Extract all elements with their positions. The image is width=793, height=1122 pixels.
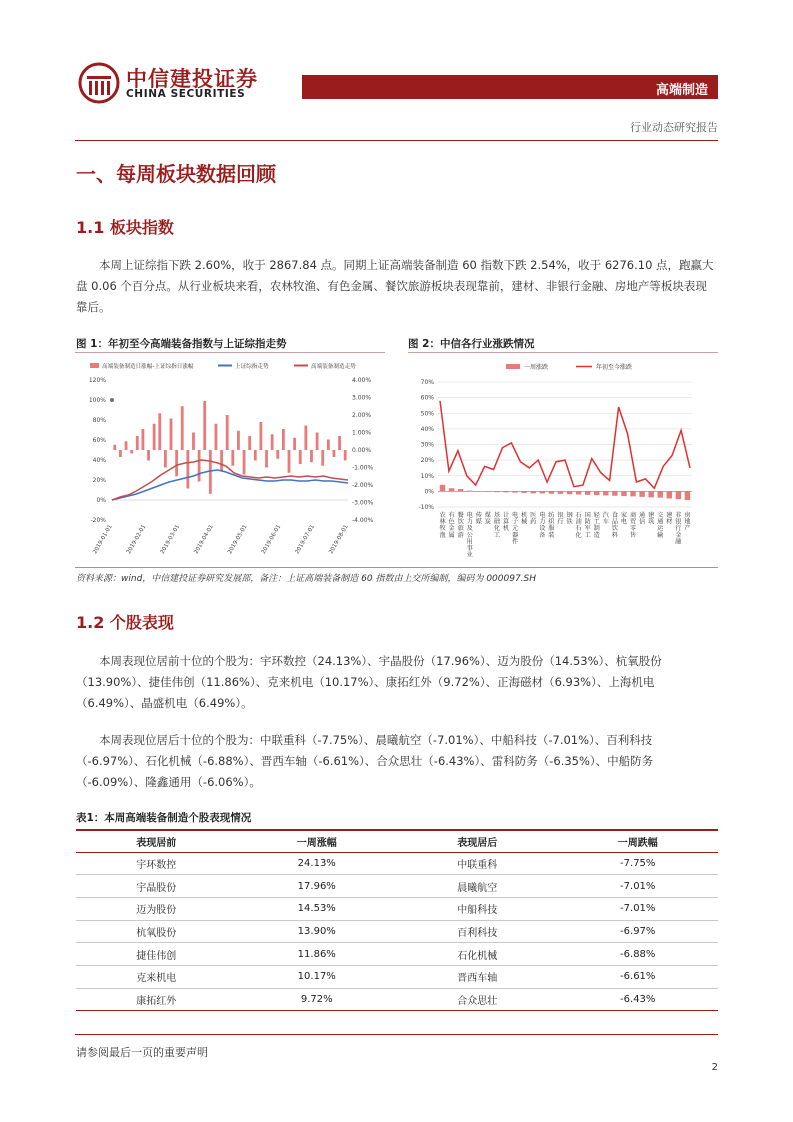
legend-label: 高端装备制造日涨幅-上证综指日涨幅 xyxy=(102,364,194,370)
diff-bar xyxy=(304,426,307,451)
page-number: 2 xyxy=(711,1062,718,1073)
legend-label: 年初至今涨跌 xyxy=(596,364,633,371)
x-tick-label: 2019-08-01 xyxy=(328,524,350,556)
weekly-bar xyxy=(658,491,663,497)
table-cell: 宇晶股份 xyxy=(76,875,237,898)
table-cell: 中船科技 xyxy=(397,897,558,920)
diff-bar xyxy=(254,450,257,461)
category-label: 非银行金融 xyxy=(675,512,682,546)
table-cell: 迈为股份 xyxy=(76,897,237,920)
sector-banner: 高端制造 xyxy=(302,75,718,99)
diff-bar xyxy=(276,450,279,459)
subsection-title-index: 1.1 板块指数 xyxy=(76,218,174,237)
diff-bar xyxy=(147,450,150,461)
table-cell: 11.86% xyxy=(237,943,398,966)
diff-bar xyxy=(260,422,263,450)
table-row xyxy=(76,943,718,966)
diff-bar xyxy=(282,429,285,450)
weekly-bar xyxy=(639,491,644,496)
figure1-caption-rule xyxy=(75,352,385,353)
diff-bar xyxy=(113,445,116,450)
legend-swatch xyxy=(506,364,520,369)
table-cell: 杭氧股份 xyxy=(76,920,237,943)
y-right-tick-label: 2.00% xyxy=(352,412,372,419)
diff-bar xyxy=(153,424,156,450)
x-tick-label: 2019-02-01 xyxy=(125,524,148,556)
category-label: 机械 xyxy=(521,512,528,526)
weekly-bar xyxy=(676,491,681,499)
diff-bar xyxy=(226,415,229,450)
weekly-bar xyxy=(521,491,526,493)
y-left-tick-label: 40% xyxy=(92,457,106,464)
y-tick-label: 40% xyxy=(420,425,434,433)
diff-bar xyxy=(265,450,268,468)
weekly-bar xyxy=(603,491,608,495)
table-cell: 捷佳伟创 xyxy=(76,943,237,966)
table-cell: -6.43% xyxy=(558,988,719,1011)
x-tick-label: 2019-01-01 xyxy=(92,524,114,556)
table-cell: 24.13% xyxy=(237,852,398,875)
diff-bar xyxy=(338,436,341,450)
weekly-bar xyxy=(440,485,445,492)
y-tick-label: 70% xyxy=(420,379,434,386)
diff-bar xyxy=(125,441,128,450)
diff-bar xyxy=(271,434,274,450)
category-label: 餐饮旅游 xyxy=(457,512,464,539)
diff-bar xyxy=(237,431,240,450)
table-cell: -7.01% xyxy=(558,875,719,898)
category-label: 农林牧渔 xyxy=(439,512,446,539)
y-left-tick-label: 120% xyxy=(88,377,106,384)
stock-table xyxy=(76,829,718,1011)
y-tick-label: 50% xyxy=(420,410,434,418)
category-label: 有色金属 xyxy=(448,512,455,539)
y-right-tick-label: -4.00% xyxy=(352,517,374,524)
y-right-tick-label: 0.00% xyxy=(352,447,372,454)
weekly-bar xyxy=(585,491,590,494)
table-header-cell: 一周跌幅 xyxy=(558,830,719,852)
category-label: 煤炭 xyxy=(484,512,491,526)
diff-bar xyxy=(130,450,133,454)
diff-bar xyxy=(215,424,218,450)
diff-bar xyxy=(333,450,336,457)
category-label: 钢铁 xyxy=(566,512,573,526)
diff-bar xyxy=(310,450,313,462)
y-left-tick-label: 80% xyxy=(92,417,106,424)
table-cell: -7.01% xyxy=(558,897,719,920)
source-note: 资料来源：wind，中信建投证券研究发展部，备注：上证高端装备制造 60 指数由上交所编制，编码为 000097.SH xyxy=(76,574,537,584)
weekly-bar xyxy=(531,491,536,493)
category-label: 传媒 xyxy=(475,512,482,526)
weekly-bar xyxy=(630,491,635,496)
footer-divider xyxy=(75,1034,718,1035)
table-cell: 晨曦航空 xyxy=(397,875,558,898)
y-tick-label: 60% xyxy=(420,394,434,402)
category-label: 国防军工 xyxy=(584,512,591,539)
table-cell: 石化机械 xyxy=(397,943,558,966)
diff-bar xyxy=(209,450,212,494)
start-marker xyxy=(110,398,114,402)
diff-bar xyxy=(164,450,167,468)
y-tick-label: 10% xyxy=(420,472,434,480)
table-cell: 17.96% xyxy=(237,875,398,898)
diff-bar xyxy=(142,429,145,450)
table-row xyxy=(76,965,718,988)
category-label: 基础化工 xyxy=(493,512,501,539)
category-label: 建筑 xyxy=(648,512,655,526)
table-cell: 百利科技 xyxy=(397,920,558,943)
table-row xyxy=(76,897,718,920)
top-stocks-paragraph: 本周表现位居前十位的个股为：宇环数控（24.13%）、宇晶股份（17.96%）、迈为股份（14.53%）、杭氧股份（13.90%）、捷佳伟创（11.86%）、克来机电（10.17%）、康拓红外（9.72%）、正海磁材（6.93%）、上海机电（6.49%）、晶盛机电（6.49%）。 xyxy=(76,654,662,710)
table-cell: 宇环数控 xyxy=(76,852,237,875)
y-left-tick-label: -20% xyxy=(90,517,106,524)
category-label: 商贸零售 xyxy=(629,512,637,539)
category-label: 医药 xyxy=(530,512,537,526)
category-label: 电子元器件 xyxy=(512,512,519,546)
table-cell: 康拓红外 xyxy=(76,988,237,1011)
table-header-cell: 表现居后 xyxy=(397,830,558,852)
diff-bar xyxy=(243,450,246,475)
weekly-bar xyxy=(567,491,572,494)
table-cell: 14.53% xyxy=(237,897,398,920)
diff-bar xyxy=(136,436,139,450)
report-type: 行业动态研究报告 xyxy=(630,121,718,134)
category-label: 交通运输 xyxy=(657,512,664,539)
figure1-chart xyxy=(76,355,386,565)
weekly-bar xyxy=(576,491,581,494)
table-cell: -6.97% xyxy=(558,920,719,943)
figure2-caption: 图 2：中信各行业涨跌情况 xyxy=(408,338,535,350)
category-label: 家电 xyxy=(620,512,628,526)
diff-bar xyxy=(248,436,251,450)
y-right-tick-label: 1.00% xyxy=(352,429,372,437)
weekly-bar xyxy=(540,491,545,493)
diff-bar xyxy=(288,450,291,473)
diff-bar xyxy=(186,450,189,489)
category-label: 建材 xyxy=(666,512,673,526)
weekly-bar xyxy=(494,491,499,492)
table-cell: 合众思壮 xyxy=(397,988,558,1011)
category-label: 银行 xyxy=(557,512,564,526)
y-right-tick-label: -2.00% xyxy=(352,482,374,489)
legend-swatch xyxy=(90,363,99,368)
table-cell: 克来机电 xyxy=(76,965,237,988)
diff-bar xyxy=(170,419,173,451)
category-label: 石油石化 xyxy=(575,512,582,539)
weekly-bar xyxy=(612,491,617,495)
y-tick-label: -10% xyxy=(418,504,434,511)
y-left-tick-label: 100% xyxy=(88,397,106,404)
bottom-stocks-paragraph: 本周表现位居后十位的个股为：中联重科（-7.75%）、晨曦航空（-7.01%）、中船科技（-7.01%）、百利科技（-6.97%）、石化机械（-6.88%）、晋西车轴（-6.61%）、合众思壮（-6.43%）、雷科防务（-6.35%）、中船防务（-6.09%）、隆鑫通用（-6.06%）。 xyxy=(76,733,654,789)
table-cell: 晋西车轴 xyxy=(397,965,558,988)
figure1-caption: 图 1：年初至今高端装备指数与上证综指走势 xyxy=(76,338,287,350)
weekly-bar xyxy=(621,491,626,496)
logo-text-en: CHINA SECURITIES xyxy=(126,88,246,100)
diff-bar xyxy=(327,440,330,451)
diff-bar xyxy=(299,450,302,464)
table-cell: 9.72% xyxy=(237,988,398,1011)
table-cell: -6.61% xyxy=(558,965,719,988)
table-cell: -6.88% xyxy=(558,943,719,966)
weekly-bar xyxy=(503,491,508,492)
x-tick-label: 2019-07-01 xyxy=(294,524,317,556)
category-label: 计算机 xyxy=(502,512,510,533)
category-label: 食品饮料 xyxy=(611,512,618,539)
legend-label: 高端装备制造走势 xyxy=(311,364,356,370)
x-tick-label: 2019-03-01 xyxy=(159,524,182,556)
table-row xyxy=(76,988,718,1011)
category-label: 电力及公用事业 xyxy=(466,512,473,559)
weekly-bar xyxy=(449,488,454,491)
y-right-tick-label: -3.00% xyxy=(352,499,374,507)
diff-bar xyxy=(158,413,161,450)
weekly-bar xyxy=(458,489,463,491)
table-header-row xyxy=(76,830,718,852)
figure2-caption-rule xyxy=(408,352,718,353)
weekly-bar xyxy=(648,491,653,497)
index-paragraph: 本周上证综指下跌 2.60%，收于 2867.84 点。同期上证高端装备制造 60 指数下跌 2.54%，收于 6276.10 点，跑赢大盘 0.06 个百分点。从行业板块来看，农林牧渔、有色金属、餐饮旅游板块表现靠前，建材、非银行金融、房地产等板块表现靠后。 xyxy=(76,258,714,314)
category-label: 通信 xyxy=(639,512,646,526)
diff-bar xyxy=(231,450,234,466)
subsection-title-stocks: 1.2 个股表现 xyxy=(76,613,174,632)
y-right-tick-label: -1.00% xyxy=(352,464,374,472)
y-tick-label: 20% xyxy=(420,457,434,465)
category-label: 汽车 xyxy=(602,512,609,526)
x-tick-label: 2019-06-01 xyxy=(260,524,283,556)
y-left-tick-label: 0% xyxy=(96,497,106,504)
category-label: 轻工制造 xyxy=(593,512,600,539)
diff-bar xyxy=(192,433,195,451)
table-row xyxy=(76,852,718,875)
diff-bar xyxy=(119,450,122,457)
legend-label: 一周涨跌 xyxy=(524,364,549,371)
weekly-bar xyxy=(594,491,599,495)
logo-text-cn: 中信建投证券 xyxy=(126,67,258,91)
diff-bar xyxy=(220,450,223,471)
diff-bar xyxy=(203,401,206,450)
diff-bar xyxy=(293,438,296,450)
table-row xyxy=(76,875,718,898)
y-left-tick-label: 20% xyxy=(92,477,106,484)
weekly-bar xyxy=(558,491,563,494)
weekly-bar xyxy=(467,491,472,492)
diff-bar xyxy=(316,433,319,451)
logo-icon xyxy=(78,62,120,104)
table-cell: -7.75% xyxy=(558,852,719,875)
table-cell: 13.90% xyxy=(237,920,398,943)
y-left-tick-label: 60% xyxy=(92,437,106,444)
figure-bottom-rule xyxy=(75,567,718,568)
footer-disclaimer: 请参阅最后一页的重要声明 xyxy=(76,1046,208,1059)
diff-bar xyxy=(181,406,184,450)
table-row xyxy=(76,920,718,943)
table-title: 表1：本周高端装备制造个股表现情况 xyxy=(76,812,252,824)
table-header-cell: 一周涨幅 xyxy=(237,830,398,852)
y-right-tick-label: 4.00% xyxy=(352,377,372,384)
diff-bar xyxy=(344,450,347,461)
weekly-bar xyxy=(549,491,554,493)
table-cell: 中联重科 xyxy=(397,852,558,875)
y-tick-label: 30% xyxy=(420,441,434,449)
diff-bar xyxy=(198,450,201,482)
x-tick-label: 2019-04-01 xyxy=(193,524,215,556)
legend-label: 上证综指走势 xyxy=(235,364,269,370)
category-label: 房地产 xyxy=(684,512,691,533)
y-right-tick-label: 3.00% xyxy=(352,394,372,402)
category-label: 纺织服装 xyxy=(548,512,555,539)
weekly-bar xyxy=(667,491,672,498)
diff-bar xyxy=(321,450,324,466)
table-header-cell: 表现居前 xyxy=(76,830,237,852)
x-tick-label: 2019-05-01 xyxy=(227,524,249,556)
figure2-chart xyxy=(408,355,718,565)
category-label: 电力设备 xyxy=(539,512,546,539)
weekly-bar xyxy=(512,491,517,492)
table-cell: 10.17% xyxy=(237,965,398,988)
header-divider xyxy=(75,140,718,141)
y-tick-label: 0% xyxy=(424,488,434,496)
diff-bar xyxy=(175,450,178,476)
weekly-bar xyxy=(685,491,690,500)
section-title: 一、每周板块数据回顾 xyxy=(76,162,276,186)
